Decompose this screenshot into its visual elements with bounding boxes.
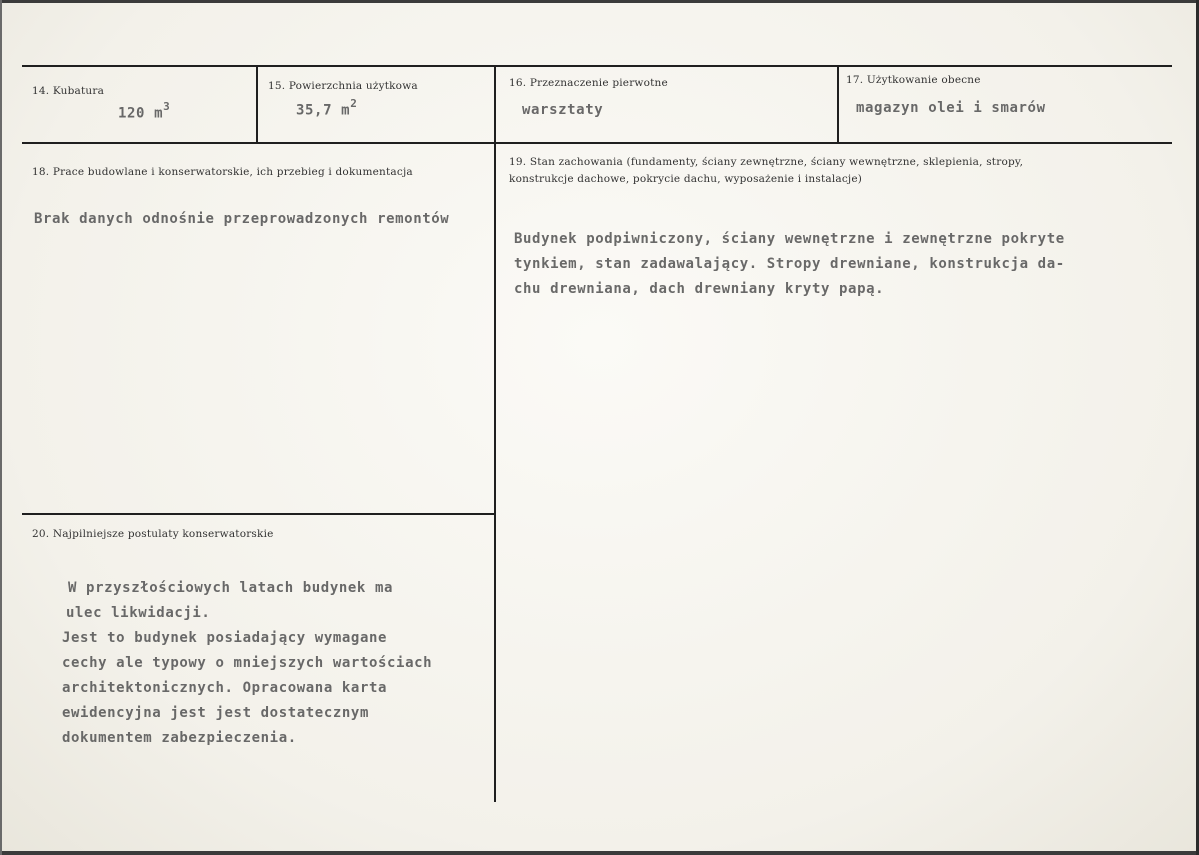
field-20-line-5: architektonicznych. Opracowana karta — [62, 680, 388, 696]
field-19-line-2: tynkiem, stan zadawalający. Stropy drewniane, konstrukcja da- — [514, 256, 1065, 272]
field-20-line-1: W przyszłościowych latach budynek ma — [68, 580, 394, 596]
grid-divider-2 — [837, 65, 839, 143]
field-14-label: 14. Kubatura — [32, 85, 105, 97]
field-16-value: warsztaty — [522, 102, 604, 118]
field-19-line-3: chu drewniana, dach drewniany kryty papą. — [514, 281, 885, 297]
grid-divider-main — [494, 65, 496, 802]
field-17-value: magazyn olei i smarów — [856, 100, 1046, 116]
field-18-value: Brak danych odnośnie przeprowadzonych remontów — [34, 211, 450, 227]
field-20-line-6: ewidencyjna jest jest dostatecznym — [62, 705, 369, 721]
field-19-label-line2: konstrukcje dachowe, pokrycie dachu, wyposażenie i instalacje) — [509, 173, 863, 185]
field-14-value — [118, 102, 170, 122]
field-15-exponent: 2 — [350, 97, 358, 110]
field-19-line-1: Budynek podpiwniczony, ściany wewnętrzne i zewnętrzne pokryte — [514, 231, 1065, 247]
field-17-label: 17. Użytkowanie obecne — [846, 74, 981, 86]
field-18-label: 18. Prace budowlane i konserwatorskie, ich przebieg i dokumentacja — [32, 166, 413, 178]
card-left-edge — [0, 0, 2, 855]
field-15-value-text: 35,7 m — [296, 102, 351, 119]
field-20-line-3: Jest to budynek posiadający wymagane — [62, 630, 388, 646]
field-20-line-4: cechy ale typowy o mniejszych wartościach — [62, 655, 433, 671]
grid-line-row2 — [22, 142, 1172, 144]
field-16-label: 16. Przeznaczenie pierwotne — [509, 77, 668, 89]
grid-line-top — [22, 65, 1172, 67]
field-20-label: 20. Najpilniejsze postulaty konserwatorskie — [32, 528, 274, 540]
card-top-edge — [0, 0, 1199, 3]
field-19-value — [514, 227, 1065, 302]
field-15-label: 15. Powierzchnia użytkowa — [268, 80, 418, 92]
grid-line-row3 — [22, 513, 495, 515]
field-19-label-line1: 19. Stan zachowania (fundamenty, ściany zewnętrzne, ściany wewnętrzne, sklepienia, stropy, — [509, 156, 1024, 168]
field-20-line-2: ulec likwidacji. — [66, 605, 211, 621]
grid-divider-1 — [256, 65, 258, 143]
field-20-value — [62, 576, 432, 751]
card-bottom-edge — [0, 851, 1199, 855]
field-20-line-7: dokumentem zabezpieczenia. — [62, 730, 297, 746]
field-14-value-text: 120 m — [118, 105, 164, 122]
field-14-exponent: 3 — [163, 100, 171, 113]
field-15-value — [296, 99, 357, 119]
